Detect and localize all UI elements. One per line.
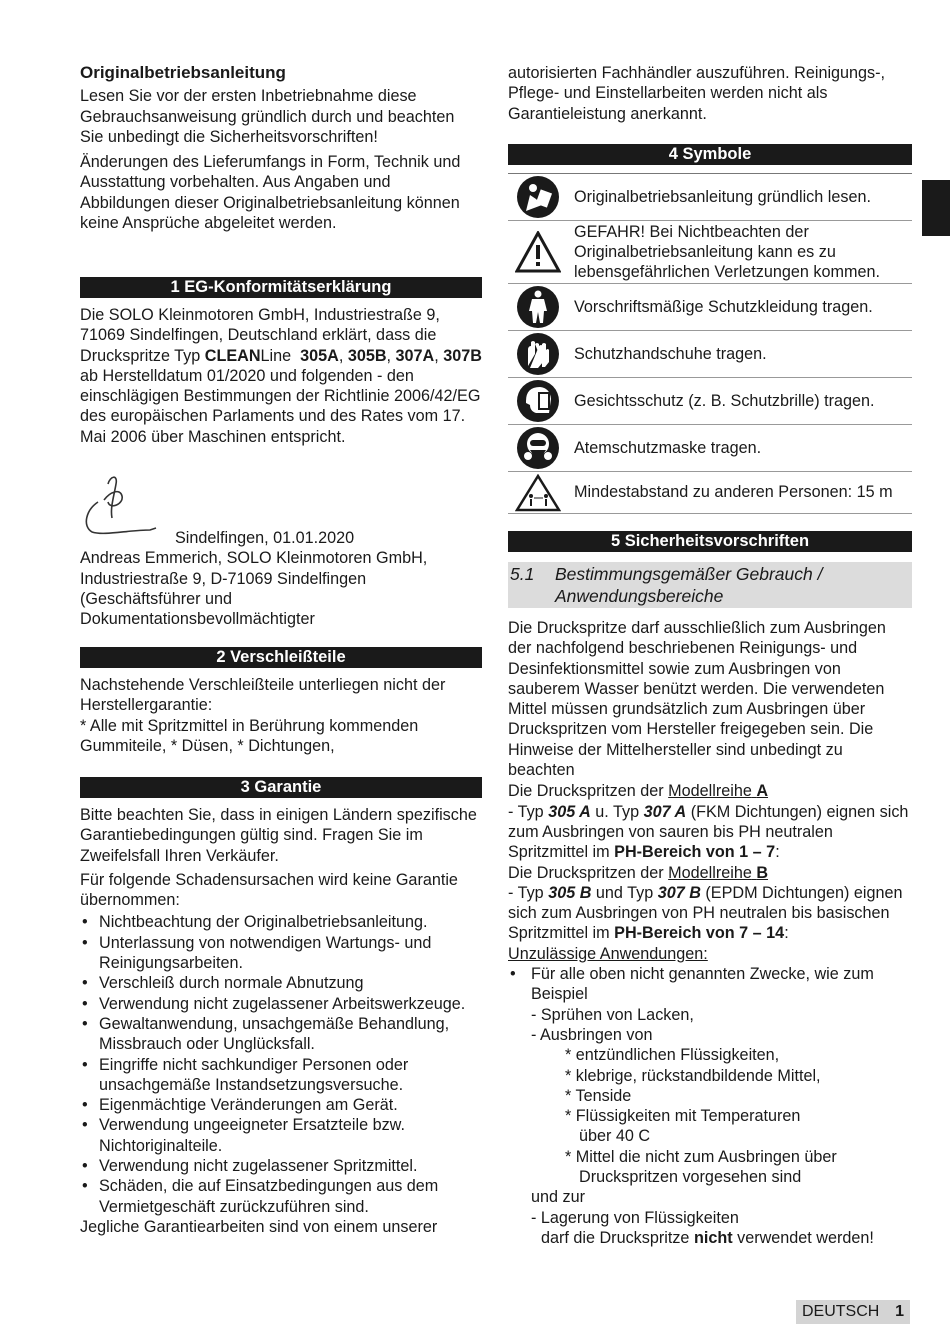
list-item: • Verwendung nicht zugelassener Arbeitswerkzeuge. [80, 994, 482, 1014]
list-item: • Eingriffe nicht sachkundiger Personen oder unsachgemäße Instandsetzungsversuche. [80, 1055, 482, 1096]
conformity-paragraph: Die SOLO Kleinmotoren GmbH, Industriestraße 9, 71069 Sindelfingen, Deutschland erklärt, dass die Druckspritze Typ CLEANLine 305A, 305B, 307A, 307B ab Herstelldatum 01/2020 und folgenden - den einschlägigen Bestimmungen der Richtlinie 2006/42/EG des europäischen Parlaments und des Rates vom 17. Mai 2006 über Maschinen entspricht. [80, 306, 482, 446]
symbol-description: Gesichtsschutz (z. B. Schutzbrille) tragen. [574, 391, 875, 410]
section-heading-wear-parts: 2 Verschleißteile [80, 647, 482, 668]
series-b-heading: Die Druckspritzen der Modellreihe B [508, 863, 769, 882]
face-shield-icon [516, 379, 560, 423]
warning-triangle-icon [515, 231, 561, 273]
list-item: • Schäden, die auf Einsatzbedingungen aus dem Vermietgeschäft zurückzuführen sind. [80, 1176, 482, 1217]
list-item: • Verschleiß durch normale Abnutzung [80, 973, 482, 993]
list-item: • Verwendung ungeeigneter Ersatzteile bzw. Nichtoriginalteile. [80, 1115, 482, 1156]
symbols-table [508, 173, 912, 514]
series-a-description: - Typ 305 A u. Typ 307 A (FKM Dichtungen) eignen sich zum Ausbringen von sauren bis PH neutralen Spritzmittel im PH-Bereich von 1 – 7: [508, 802, 909, 862]
intro-paragraph: Lesen Sie vor der ersten Inbetriebnahme diese Gebrauchsanweisung gründlich durch und beachten Sie unbedingt die Sicherheitsvorschriften! [80, 87, 455, 146]
symbol-row [508, 425, 912, 472]
document-title: Originalbetriebsanleitung [80, 63, 286, 82]
symbol-description: Vorschriftsmäßige Schutzkleidung tragen. [574, 297, 873, 316]
subsection-heading: 5.1 Bestimmungsgemäßer Gebrauch / Anwendungsbereiche [508, 562, 912, 608]
list-item: • Für alle oben nicht genannten Zwecke, wie zum Beispiel - Sprühen von Lacken, - Ausbringen von * entzündlichen Flüssigkeiten, * klebrige, rückstandbildende Mittel, * Tenside * Flüssigkeiten mit Temperaturen über 40 C * Mittel die nicht zum Ausbringen über Druckspritzen vorgesehen sind und zur - Lagerung von Flüssigkeiten darf die Druckspritze nicht verwendet werden! [508, 964, 912, 1248]
page-footer [796, 1300, 910, 1324]
warranty-continuation: autorisierten Fachhändler auszuführen. Reinigungs-, Pflege- und Einstellarbeiten werden nicht als Garantieleistung anerkannt. [508, 64, 886, 123]
symbol-description: Atemschutzmaske tragen. [574, 438, 762, 457]
list-item: • Unterlassung von notwendigen Wartungs- und Reinigungsarbeiten. [80, 933, 482, 974]
prohibited-uses-list [508, 964, 912, 1248]
prohibited-uses-heading: Unzulässige Anwendungen: [508, 944, 708, 963]
list-item: • Nichtbeachtung der Originalbetriebsanleitung. [80, 912, 482, 932]
symbol-description: Originalbetriebsanleitung gründlich lesen. [574, 187, 871, 206]
page-number: 1 [895, 1302, 904, 1320]
wear-parts-list: * Alle mit Spritzmittel in Berührung kommenden Gummiteile, * Düsen, * Dichtungen, [80, 716, 419, 755]
section-heading-warranty: 3 Garantie [80, 777, 482, 798]
list-item: • Eigenmächtige Veränderungen am Gerät. [80, 1095, 482, 1115]
signatory-line-4: Dokumentationsbevollmächtigter [80, 610, 315, 629]
symbol-row [508, 174, 912, 221]
signatory-line-1: Andreas Emmerich, SOLO Kleinmotoren GmbH, [80, 549, 428, 568]
distance-warning-icon [515, 474, 561, 512]
symbol-row [508, 331, 912, 378]
protective-suit-icon [516, 285, 560, 329]
warranty-paragraph-1: Bitte beachten Sie, dass in einigen Ländern spezifische Garantiebedingungen gültig sind. Fragen Sie im Zweifelsfall Ihren Verkäufer. [80, 806, 477, 865]
warranty-paragraph-2: Für folgende Schadensursachen wird keine Garantie übernommen: [80, 870, 458, 910]
footer-language: DEUTSCH [802, 1302, 880, 1320]
signature-place-date: Sindelfingen, 01.01.2020 [175, 529, 355, 547]
section-heading-conformity: 1 EG-Konformitätserklärung [80, 277, 482, 298]
section-heading-safety: 5 Sicherheitsvorschriften [508, 531, 912, 552]
gloves-icon [516, 332, 560, 376]
signatory-line-3: (Geschäftsführer und [80, 589, 233, 608]
symbol-row [508, 378, 912, 425]
symbol-description: Schutzhandschuhe tragen. [574, 344, 767, 363]
warranty-exclusions-list [80, 912, 482, 1216]
intended-use-paragraph: Die Druckspritze darf ausschließlich zum Ausbringen der nachfolgend beschriebenen Reinigungs- und Desinfektionsmittel sowie zum Ausbringen von sauberem Wasser benützt werden. Die verwendeten Mittel müssen grundsätzlich zum Ausbringen über Druckspritzen vom Hersteller freigegeben sein. Die Hinweise der Mittelhersteller sind unbedingt zu beachten [508, 619, 886, 780]
symbol-row [508, 221, 912, 284]
symbol-description: GEFAHR! Bei Nichtbeachten der Originalbetriebsanleitung kann es zu lebensgefährlichen Verletzungen kommen. [574, 222, 880, 282]
series-b-description: - Typ 305 B und Typ 307 B (EPDM Dichtungen) eignen sich zum Ausbringen von PH neutralen bis basischen Spritzmittel im PH-Bereich von 7 – 14: [508, 883, 903, 943]
respirator-mask-icon [516, 426, 560, 470]
symbol-row [508, 284, 912, 331]
changes-paragraph: Änderungen des Lieferumfangs in Form, Technik und Ausstattung vorbehalten. Aus Angaben und Abbildungen dieser Originalbetriebsanleitung können keine Ansprüche abgeleitet werden. [80, 153, 461, 233]
manual-reading-icon [516, 175, 560, 219]
symbol-description: Mindestabstand zu anderen Personen: 15 m [574, 483, 893, 502]
symbol-row [508, 472, 912, 514]
series-a-heading: Die Druckspritzen der Modellreihe A [508, 782, 769, 801]
signatory-line-2: Industriestraße 9, D-71069 Sindelfingen [80, 569, 367, 588]
wear-parts-intro: Nachstehende Verschleißteile unterliegen nicht der Herstellergarantie: [80, 676, 446, 715]
chapter-tab-marker [922, 180, 950, 236]
list-item: • Gewaltanwendung, unsachgemäße Behandlung, Missbrauch oder Unglücksfall. [80, 1014, 482, 1055]
list-item: • Verwendung nicht zugelassener Spritzmittel. [80, 1156, 482, 1176]
section-heading-symbols: 4 Symbole [508, 144, 912, 165]
warranty-closing: Jegliche Garantiearbeiten sind von einem unserer [80, 1217, 438, 1236]
